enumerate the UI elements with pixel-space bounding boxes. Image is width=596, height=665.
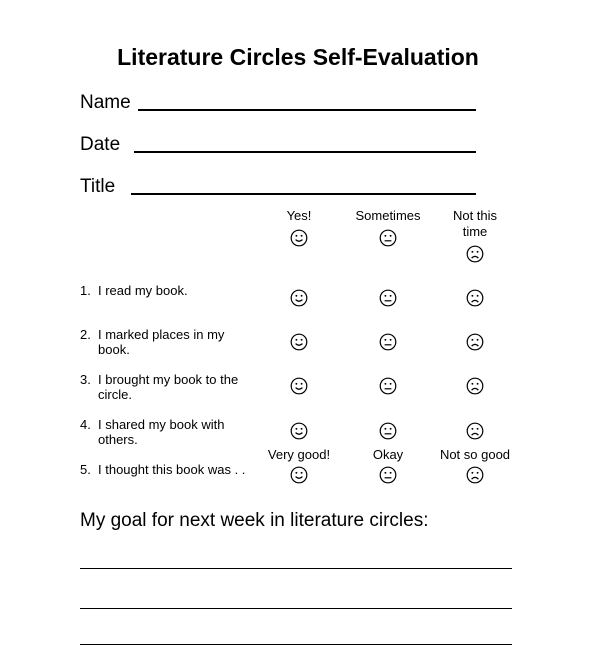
date-field[interactable] (134, 151, 476, 153)
neutral-face-icon[interactable] (379, 289, 397, 307)
frowning-face-icon[interactable] (466, 377, 484, 395)
question-number: 3. (80, 372, 91, 387)
date-label: Date (80, 134, 121, 155)
frowning-face-icon (466, 245, 484, 263)
column-header-not-this-time: Not this time (452, 208, 498, 239)
frowning-face-icon[interactable] (466, 422, 484, 440)
question-number: 4. (80, 417, 91, 432)
smiley-face-icon[interactable] (290, 333, 308, 351)
name-field[interactable] (138, 109, 476, 111)
question-number: 1. (80, 283, 91, 298)
question-number: 5. (80, 462, 91, 477)
question-number: 2. (80, 327, 91, 342)
page-title: Literature Circles Self-Evaluation (117, 44, 479, 70)
neutral-face-icon[interactable] (379, 333, 397, 351)
smiley-face-icon (290, 229, 308, 247)
neutral-face-icon (379, 229, 397, 247)
neutral-face-icon[interactable] (379, 377, 397, 395)
neutral-face-icon[interactable] (379, 466, 397, 484)
smiley-face-icon[interactable] (290, 466, 308, 484)
column-header-yes: Yes! (286, 208, 312, 223)
rating-header-okay: Okay (372, 447, 404, 462)
goal-writing-line[interactable] (80, 644, 512, 645)
goal-writing-line[interactable] (80, 568, 512, 569)
rating-header-not-so-good: Not so good (439, 447, 511, 462)
frowning-face-icon[interactable] (466, 289, 484, 307)
column-header-sometimes: Sometimes (355, 208, 421, 223)
question-text: I shared my book with others. (98, 417, 225, 447)
name-label: Name (80, 92, 131, 113)
rating-header-very-good: Very good! (267, 447, 331, 462)
question-text: I read my book. (98, 283, 188, 298)
frowning-face-icon[interactable] (466, 466, 484, 484)
smiley-face-icon[interactable] (290, 422, 308, 440)
neutral-face-icon[interactable] (379, 422, 397, 440)
title-label: Title (80, 176, 116, 197)
goal-prompt: My goal for next week in literature circles: (80, 510, 429, 531)
smiley-face-icon[interactable] (290, 377, 308, 395)
smiley-face-icon[interactable] (290, 289, 308, 307)
title-field[interactable] (131, 193, 476, 195)
question-text: I brought my book to the circle. (98, 372, 239, 402)
goal-writing-line[interactable] (80, 608, 512, 609)
frowning-face-icon[interactable] (466, 333, 484, 351)
question-text: I marked places in my book. (98, 327, 225, 357)
question-text: I thought this book was . . (98, 462, 246, 477)
